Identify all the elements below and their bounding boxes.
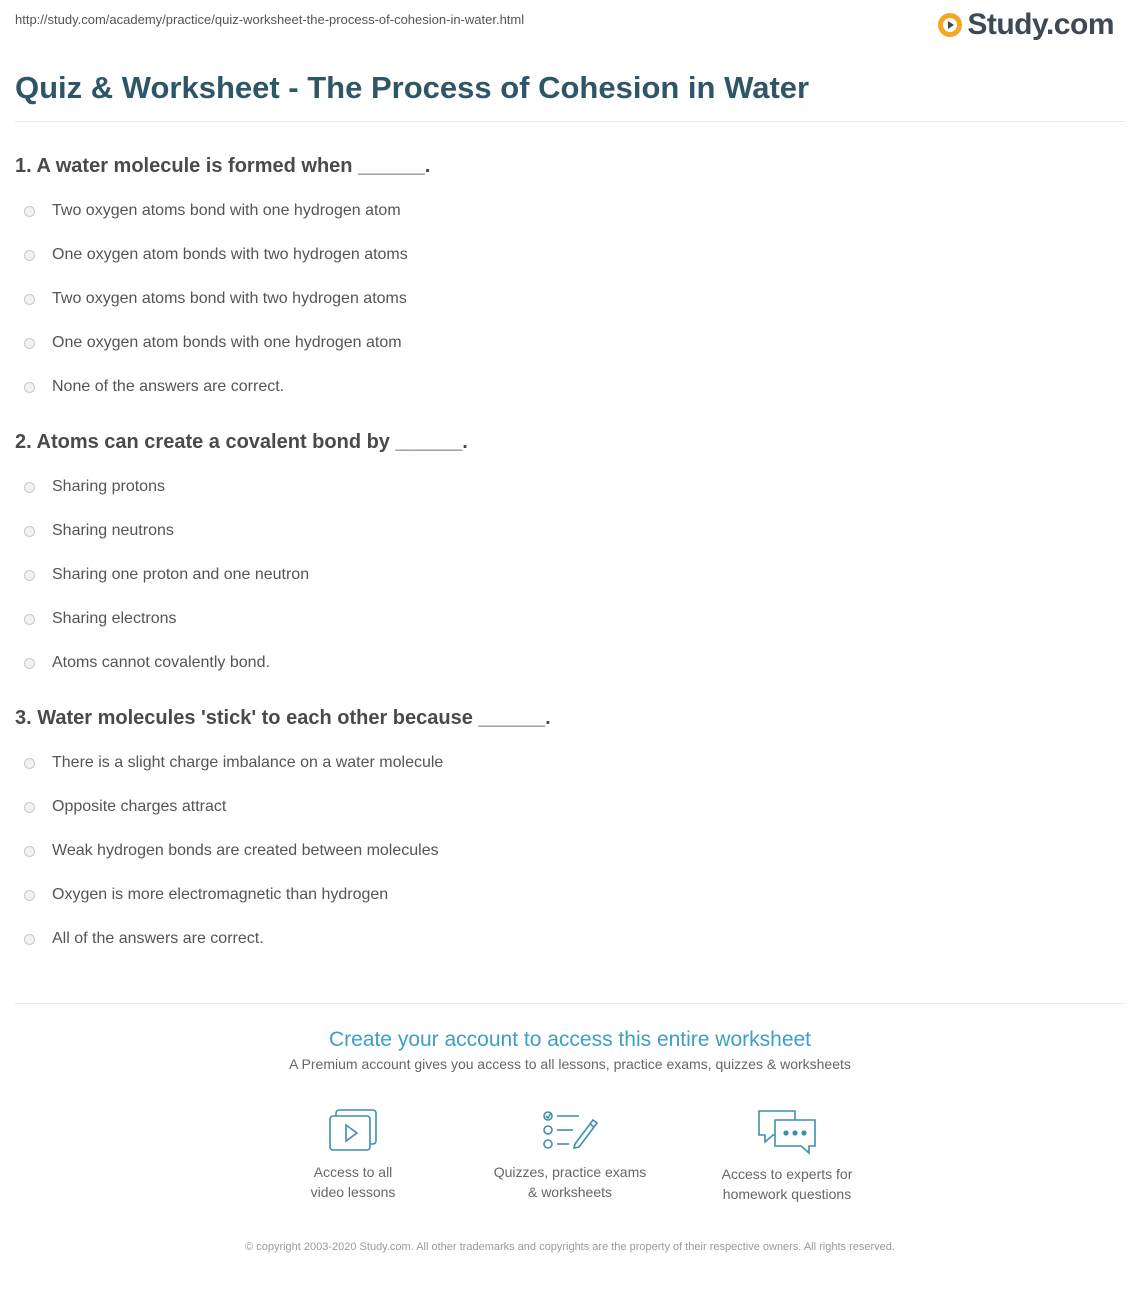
answer-option[interactable] [15,829,1115,873]
answer-label: Sharing electrons [52,610,177,627]
answer-label: None of the answers are correct. [52,378,285,395]
answer-option[interactable] [15,277,1115,321]
answer-label: Sharing neutrons [52,522,174,539]
quiz-questions [15,153,1115,981]
radio-button-icon[interactable] [24,294,35,305]
radio-button-icon[interactable] [24,526,35,537]
radio-button-icon[interactable] [24,250,35,261]
signup-cta [0,1026,1140,1072]
title-divider [15,121,1125,122]
feature-label-line: & worksheets [527,1184,613,1200]
cta-title-link[interactable]: Create your account to access this entire worksheet [328,1028,812,1051]
feature-label-line: Quizzes, practice exams [493,1164,647,1180]
study-logo[interactable] [937,8,1114,42]
radio-button-icon[interactable] [24,658,35,669]
radio-button-icon[interactable] [24,382,35,393]
answer-list [15,189,1115,409]
radio-button-icon[interactable] [24,846,35,857]
question-3 [15,705,1115,961]
radio-button-icon[interactable] [24,758,35,769]
answer-option[interactable] [15,873,1115,917]
question-text: 2. Atoms can create a covalent bond by ______. [15,431,468,453]
answer-label: Sharing protons [52,478,165,495]
study-logo-text: Study.com [967,8,1114,41]
feature-label-line: Access to experts for [721,1166,853,1182]
answer-option[interactable] [15,465,1115,509]
question-text: 3. Water molecules 'stick' to each other because ______. [15,707,551,729]
video-lessons-icon [327,1108,379,1154]
radio-button-icon[interactable] [24,482,35,493]
feature-video-lessons [245,1108,462,1204]
answer-option[interactable] [15,233,1115,277]
page-title: Quiz & Worksheet - The Process of Cohesion in Water [15,70,810,105]
radio-button-icon[interactable] [24,890,35,901]
cta-subtitle: A Premium account gives you access to all lessons, practice exams, quizzes & worksheets [289,1056,851,1072]
answer-label: Two oxygen atoms bond with one hydrogen atom [52,202,401,219]
chat-bubbles-icon [755,1108,819,1156]
quiz-checklist-icon [541,1108,599,1154]
answer-label: Atoms cannot covalently bond. [52,654,270,671]
answer-label: Two oxygen atoms bond with two hydrogen atoms [52,290,407,307]
answer-list [15,465,1115,685]
feature-label-line: Access to all [313,1164,393,1180]
page-url: http://study.com/academy/practice/quiz-worksheet-the-process-of-cohesion-in-water.html [15,12,525,27]
answer-option[interactable] [15,365,1115,409]
answer-label: Sharing one proton and one neutron [52,566,310,583]
feature-label-line: homework questions [722,1186,852,1202]
feature-experts [679,1108,896,1204]
answer-option[interactable] [15,741,1115,785]
radio-button-icon[interactable] [24,206,35,217]
feature-label [485,1162,655,1202]
radio-button-icon[interactable] [24,802,35,813]
answer-option[interactable] [15,641,1115,685]
answer-list [15,741,1115,961]
answer-option[interactable] [15,189,1115,233]
feature-quizzes [462,1108,679,1204]
answer-option[interactable] [15,917,1115,961]
premium-features [0,1108,1140,1204]
answer-option[interactable] [15,509,1115,553]
radio-button-icon[interactable] [24,614,35,625]
copyright-footer [0,1237,1140,1256]
radio-button-icon[interactable] [24,934,35,945]
radio-button-icon[interactable] [24,570,35,581]
answer-option[interactable] [15,785,1115,829]
question-1 [15,153,1115,409]
answer-label: There is a slight charge imbalance on a water molecule [52,754,444,771]
answer-label: Oxygen is more electromagnetic than hydrogen [52,886,389,903]
feature-label [702,1164,872,1204]
answer-option[interactable] [15,321,1115,365]
study-logo-icon [937,12,963,38]
cta-divider [15,1003,1125,1004]
radio-button-icon[interactable] [24,338,35,349]
question-2 [15,429,1115,685]
answer-label: One oxygen atom bonds with one hydrogen atom [52,334,402,351]
answer-label: Opposite charges attract [52,798,227,815]
feature-label [268,1162,438,1202]
answer-option[interactable] [15,597,1115,641]
answer-label: One oxygen atom bonds with two hydrogen atoms [52,246,408,263]
feature-label-line: video lessons [310,1184,396,1200]
question-text: 1. A water molecule is formed when ______. [15,155,431,177]
answer-label: Weak hydrogen bonds are created between molecules [52,842,439,859]
answer-option[interactable] [15,553,1115,597]
copyright-text: © copyright 2003-2020 Study.com. All other trademarks and copyrights are the property of their respective owners. All rights reserved. [245,1241,895,1253]
answer-label: All of the answers are correct. [52,930,264,947]
